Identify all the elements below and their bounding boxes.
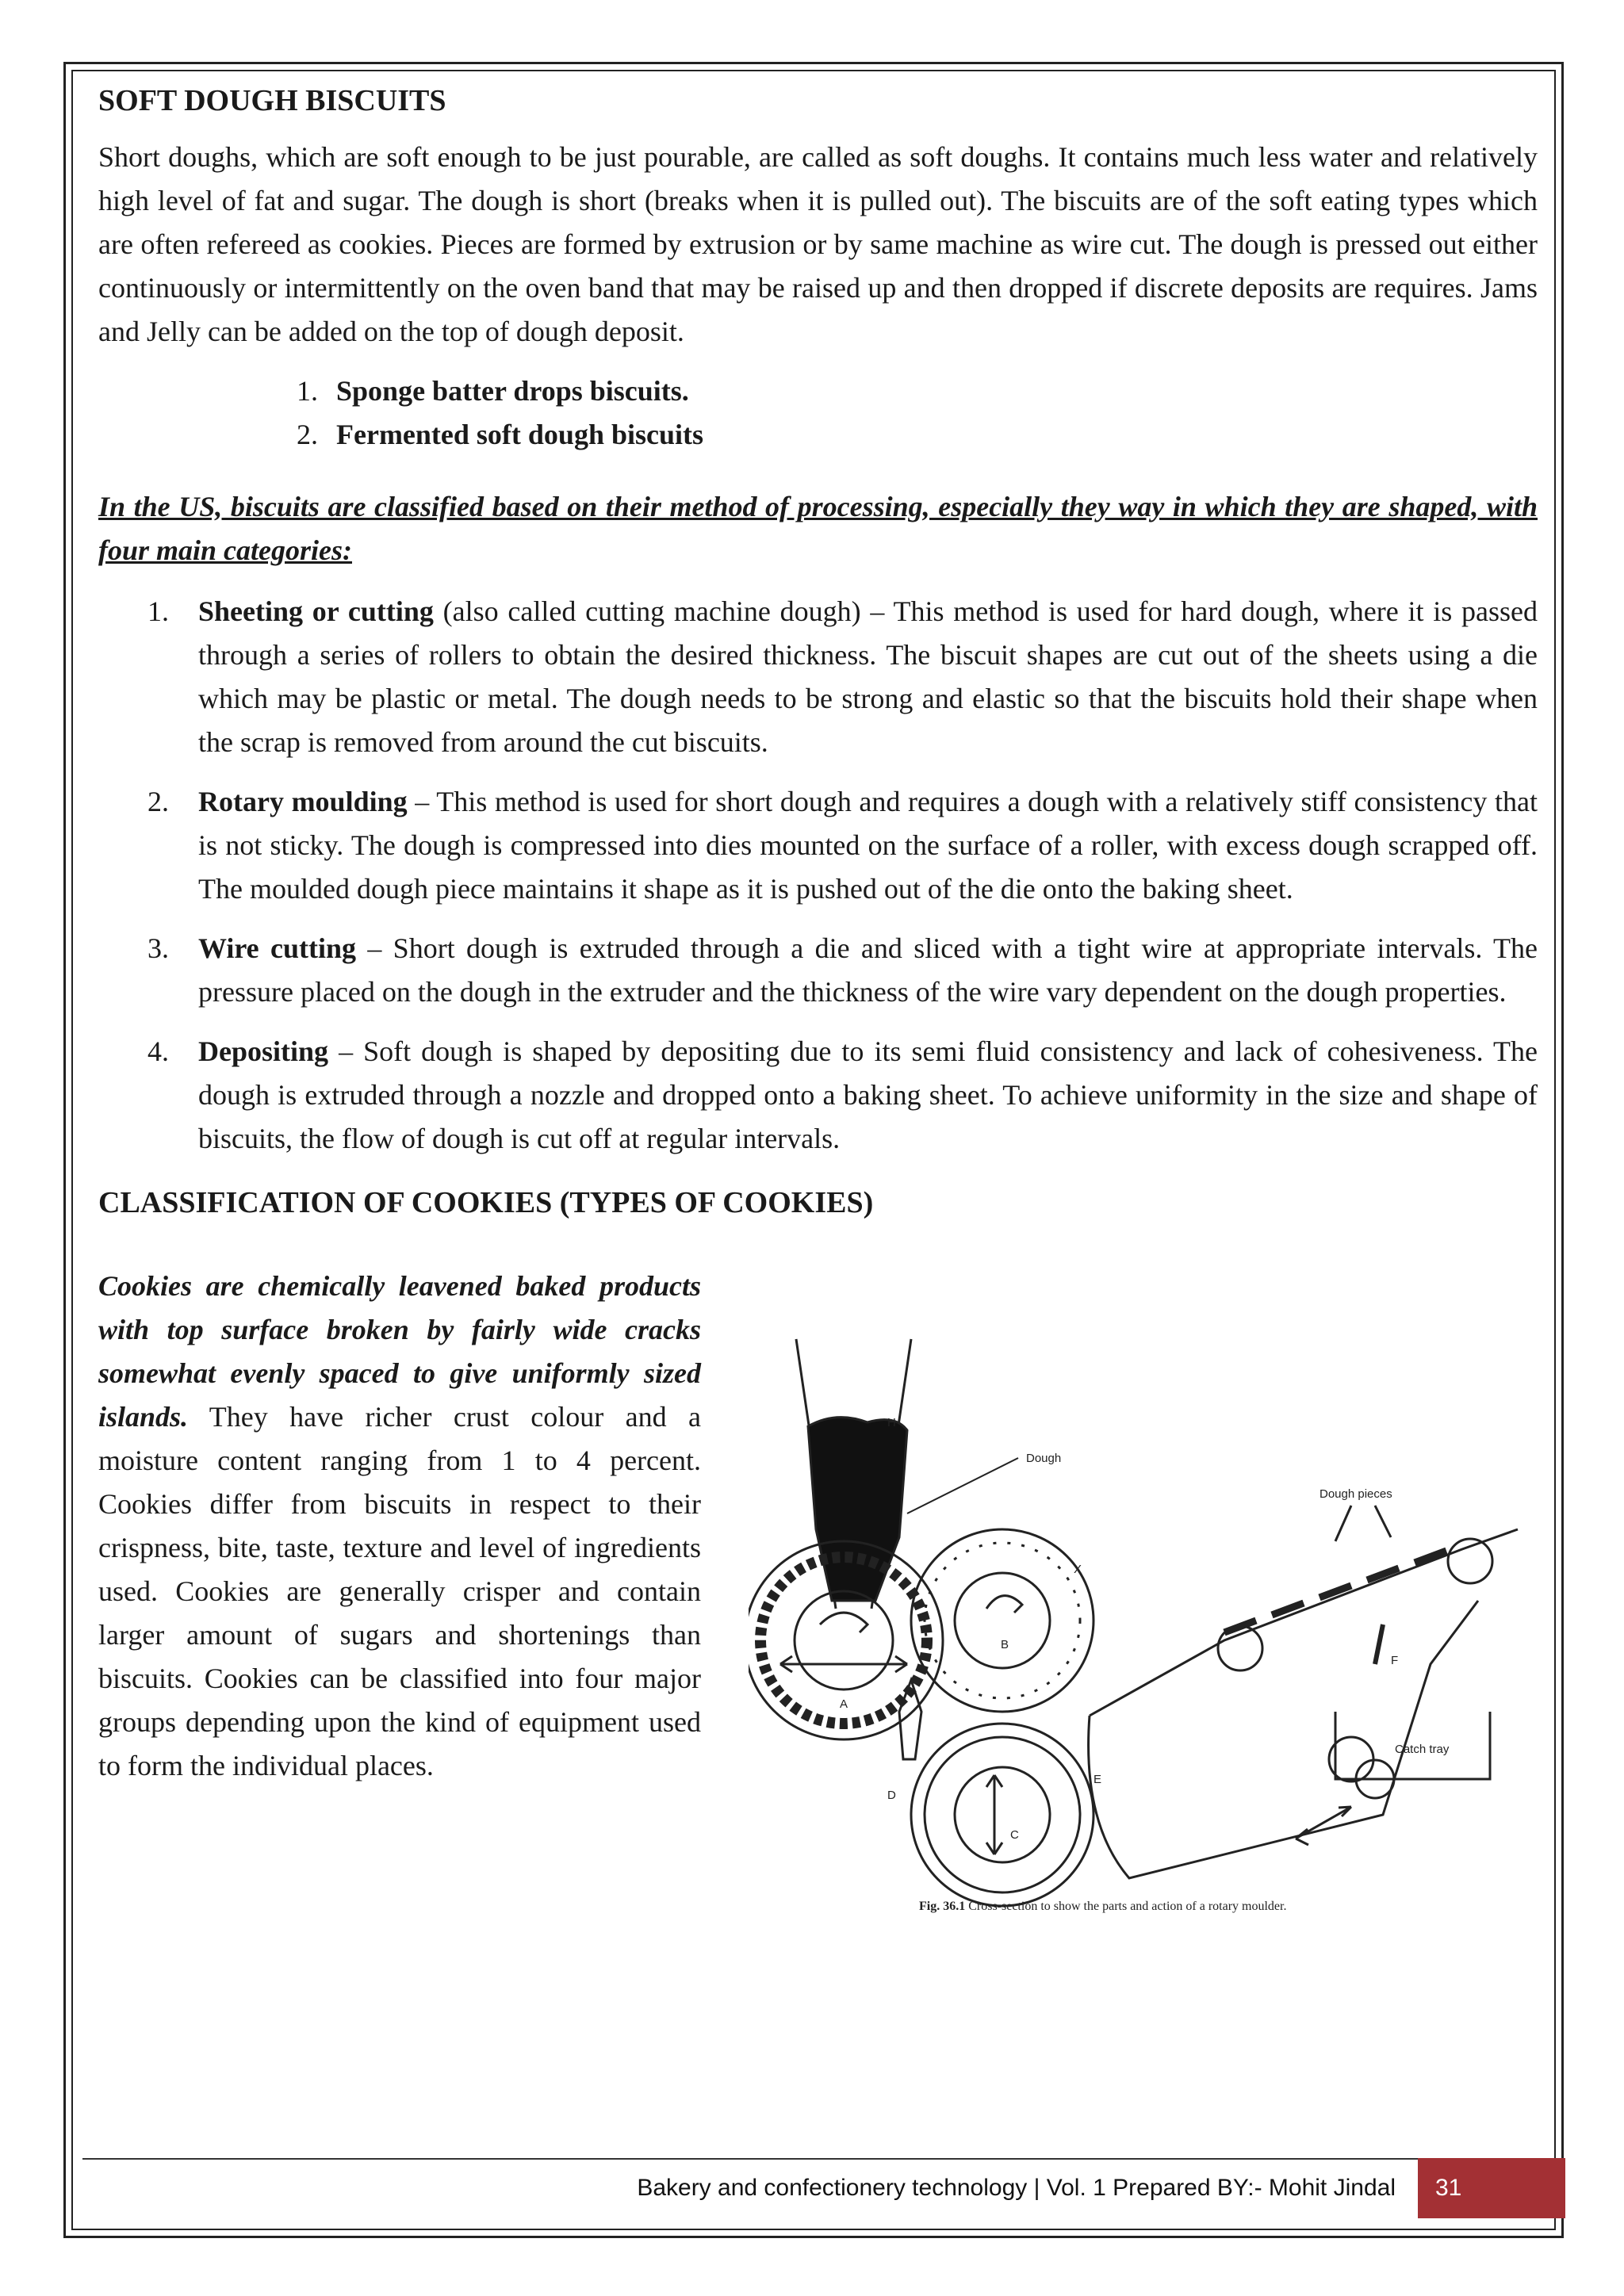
- label-c: C: [1010, 1828, 1019, 1842]
- method-term: Depositing: [198, 1035, 329, 1067]
- label-f: F: [1391, 1654, 1399, 1667]
- list-item: 3. Wire cutting – Short dough is extruded through a die and sliced with a tight wire at appropriate intervals. The pressure placed on the dough in the extruder and the thickness of the wire vary dependent on the dough properties.: [147, 932, 1538, 1008]
- dough-pieces-pointers: [1335, 1506, 1391, 1541]
- page-content: [98, 79, 1538, 1918]
- us-classification-heading: In the US, biscuits are classified based on their method of processing, especially they way in which they are shaped, with four main categories:: [98, 491, 1538, 566]
- roller-c-ring: [925, 1737, 1080, 1892]
- cookies-paragraph: Cookies are chemically leavened baked products with top surface broken by fairly wide cracks somewhat evenly spaced to give uniformly sized islands. They have richer crust colour and a moisture content ranging from 1 to 4 percent. Cookies differ from biscuits in respect to their crispness, bite, taste, texture and level of ingredients used. Cookies are generally crisper and contain larger amount of sugars and shortenings than biscuits. Cookies can be classified into four major groups depending upon the kind of equipment used to form the individual places.: [98, 1270, 701, 1781]
- conveyor-belt-return: [1089, 1601, 1478, 1878]
- roller-c-hub: [955, 1767, 1050, 1862]
- label-catch-tray: Catch tray: [1395, 1743, 1450, 1756]
- rotation-arrow-b: [986, 1596, 1022, 1613]
- label-dough: Dough: [1026, 1452, 1062, 1465]
- page-number: 31: [1418, 2158, 1565, 2218]
- label-d: D: [887, 1789, 896, 1802]
- label-dough-pieces: Dough pieces: [1320, 1487, 1392, 1501]
- section-heading-soft-dough: SOFT DOUGH BISCUITS: [98, 84, 446, 117]
- soft-dough-paragraph: Short doughs, which are soft enough to be just pourable, are called as soft doughs. It contains much less water and relatively high level of fat and sugar. The dough is short (breaks when it is pulled out). The biscuits are of the soft eating types which are often refereed as cookies. Pieces are formed by extrusion or by same machine as wire cut. The dough is pressed out either continuously or intermittently on the oven band that may be raised up and then dropped if discrete deposits are requires. Jams and Jelly can be added on the top of dough deposit.: [98, 141, 1538, 347]
- dough-pieces: [1224, 1551, 1446, 1632]
- conveyor-belt-top: [1090, 1529, 1518, 1716]
- double-arrow-c: [986, 1775, 1002, 1854]
- roller-b-hub: [955, 1573, 1050, 1668]
- catch-tray-scraper: [1375, 1624, 1383, 1664]
- roller-c: [911, 1724, 1094, 1906]
- label-x: X: [1074, 1563, 1082, 1576]
- label-a: A: [840, 1697, 848, 1711]
- method-term: Wire cutting: [198, 932, 356, 964]
- list-item: 4. Depositing – Soft dough is shaped by depositing due to its semi fluid consistency and lack of cohesiveness. The dough is extruded through a nozzle and dropped onto a baking sheet. To achieve uniformity in the size and shape of biscuits, the flow of dough is cut off at regular intervals.: [147, 1035, 1538, 1154]
- roller-b: [911, 1529, 1094, 1712]
- list-item: 2. Rotary moulding – This method is used for short dough and requires a dough with a relatively stiff consistency that is not sticky. The dough is compressed into dies mounted on the surface of a roller, with excess dough scrapped off. The moulded dough piece maintains it shape as it is pushed out of the die onto the baking sheet.: [147, 786, 1538, 905]
- figure-caption: Fig. 36.1 Cross-section to show the parts and action of a rotary moulder.: [919, 1900, 1287, 1913]
- label-h: H: [887, 1416, 896, 1429]
- list-item: 2. Fermented soft dough biscuits: [297, 419, 704, 450]
- method-term: Sheeting or cutting: [198, 595, 434, 627]
- footer-text: Bakery and confectionery technology | Vol. 1 Prepared BY:- Mohit Jindal: [637, 2175, 1396, 2201]
- method-term: Rotary moulding: [198, 786, 408, 817]
- soft-dough-types-list: [98, 369, 1538, 457]
- label-b: B: [1001, 1638, 1009, 1651]
- section-heading-cookies: CLASSIFICATION OF COOKIES (TYPES OF COOKIES): [98, 1186, 874, 1219]
- roller-b-dies: [925, 1543, 1080, 1698]
- dough-pointer: [907, 1458, 1018, 1513]
- rotation-arrow-a: [820, 1613, 868, 1632]
- list-item: 1. Sponge batter drops biscuits.: [297, 375, 689, 407]
- rotary-moulder-figure: [749, 1268, 1542, 1918]
- label-e: E: [1094, 1773, 1102, 1786]
- roller-a-hub: [795, 1591, 893, 1689]
- list-item: 1. Sheeting or cutting (also called cutting machine dough) – This method is used for hard dough, where it is passed through a series of rollers to obtain the desired thickness. The biscuit shapes are cut out of the sheets using a die which may be plastic or metal. The dough needs to be strong and elastic so that the biscuits hold their shape when the scrap is removed from around the cut biscuits.: [147, 595, 1538, 758]
- cookies-section: [98, 1236, 1538, 1918]
- processing-methods-list: [98, 590, 1538, 1161]
